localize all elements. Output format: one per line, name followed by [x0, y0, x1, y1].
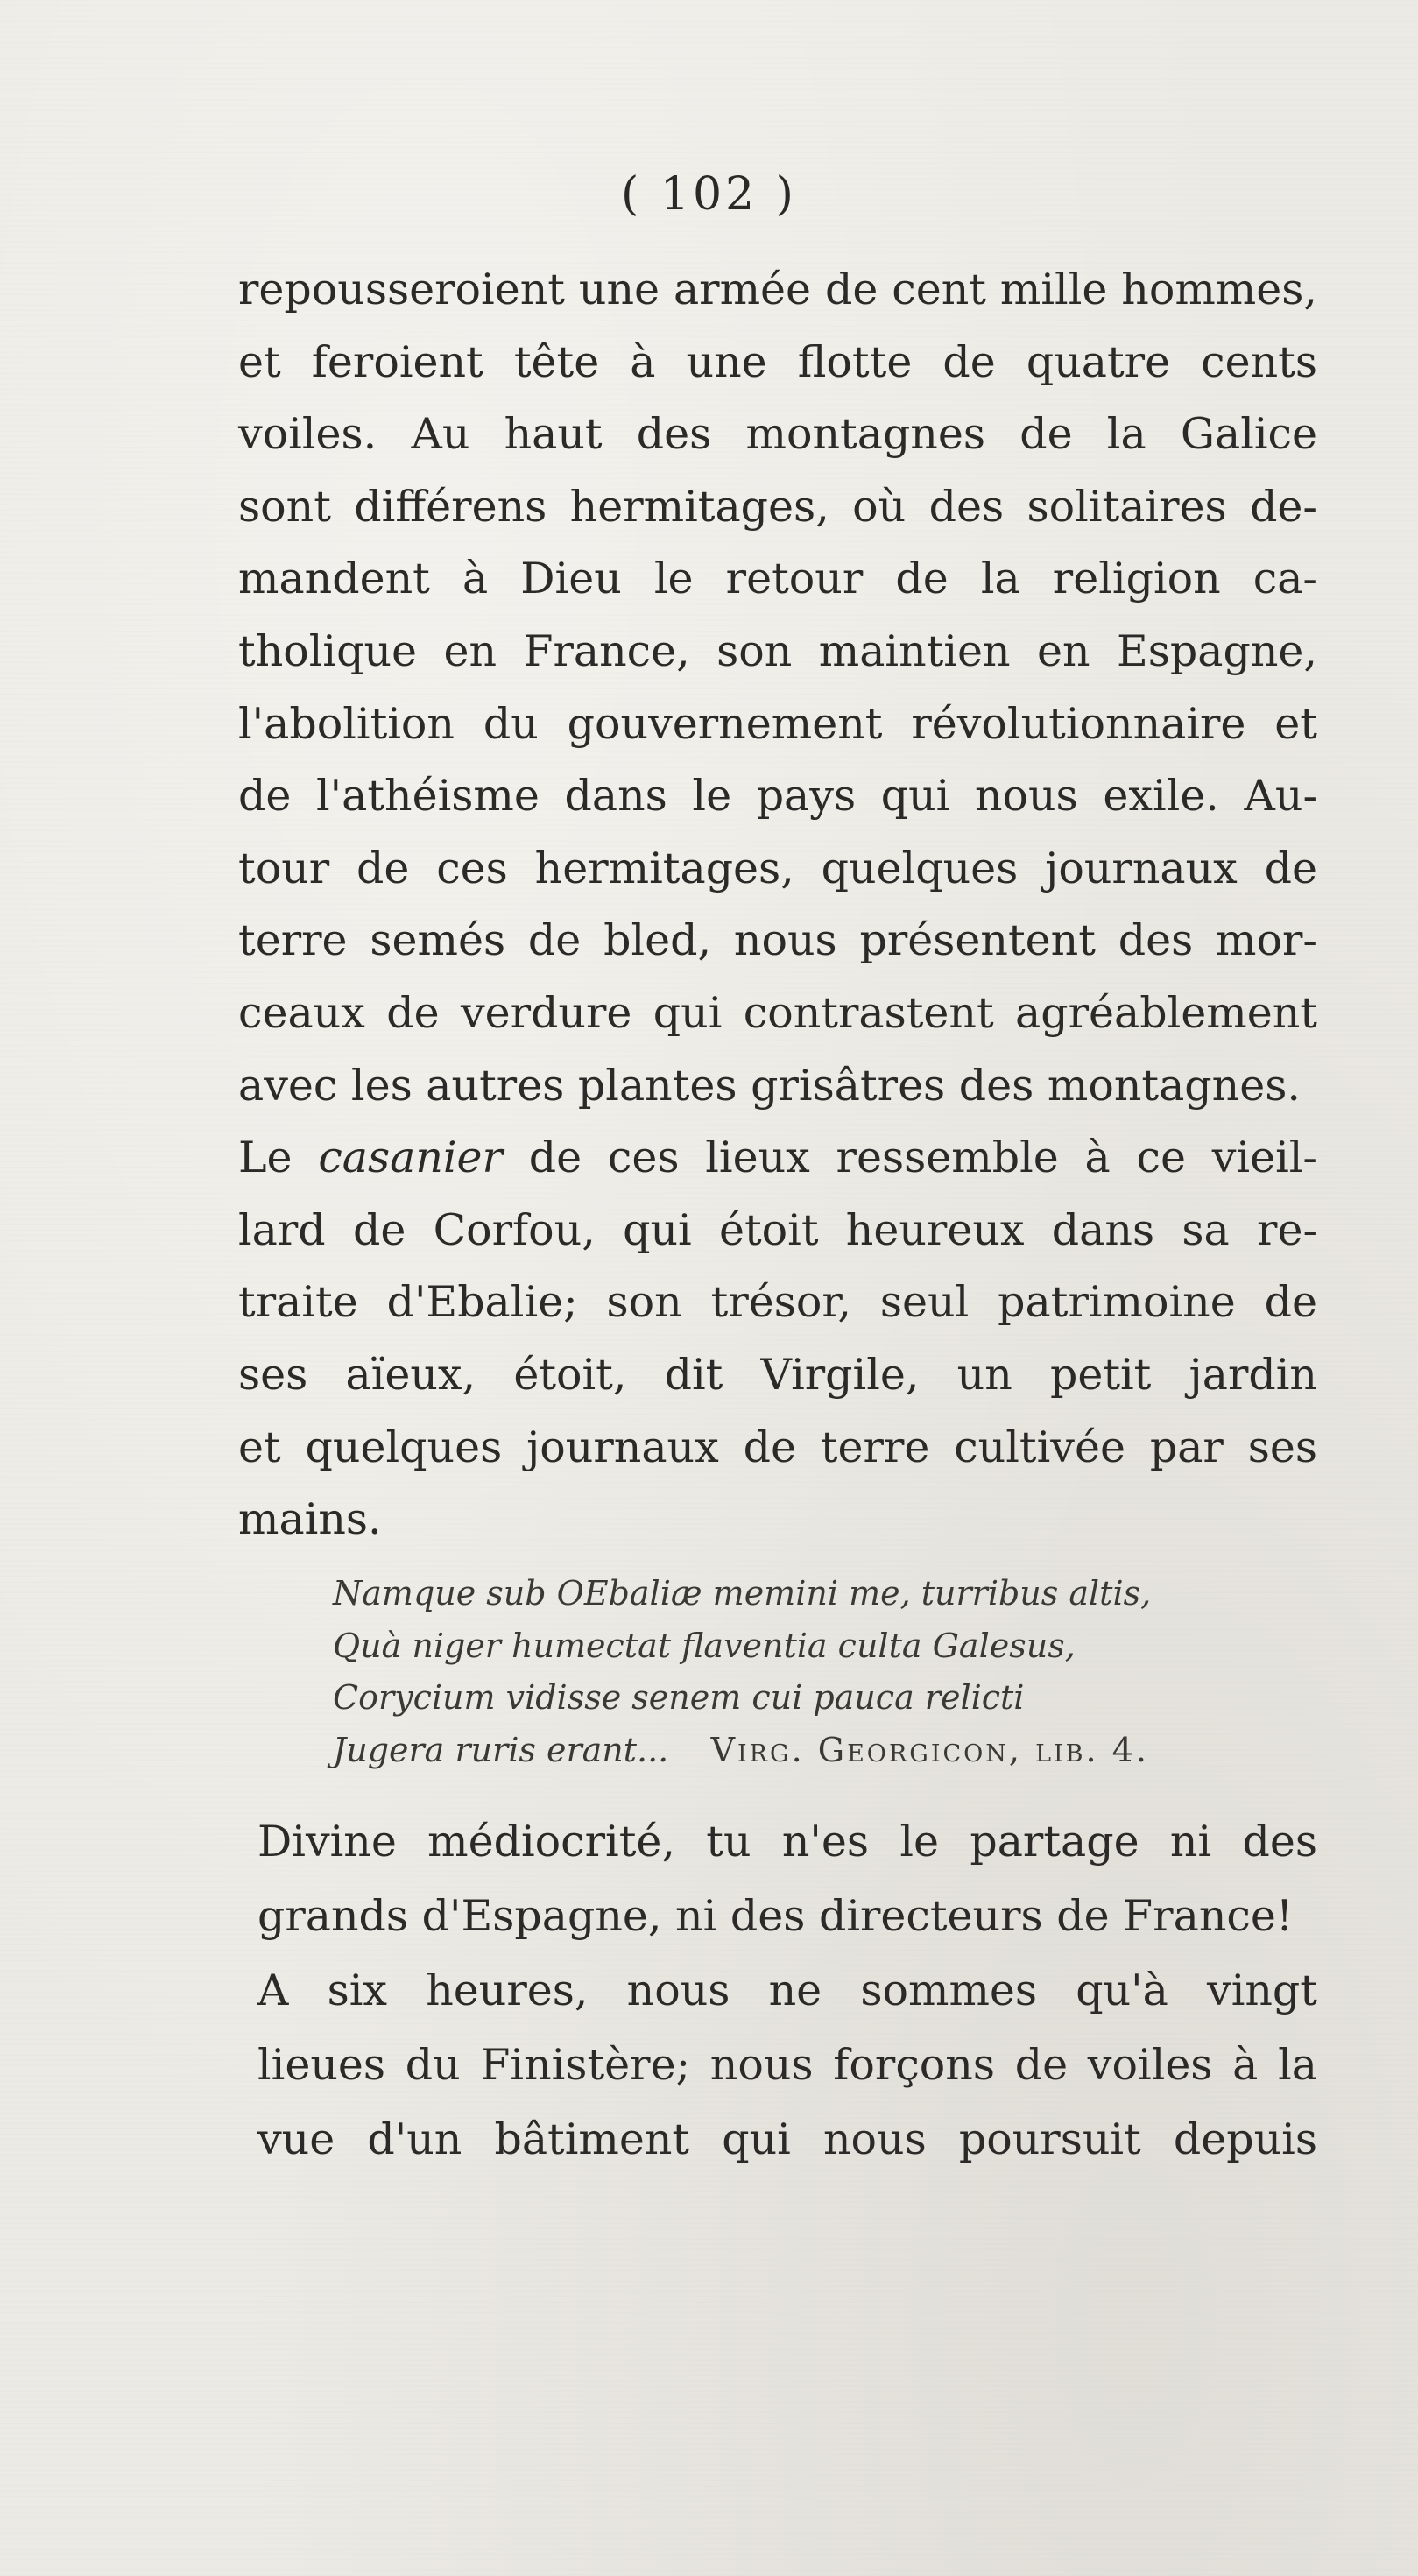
text-line: traite d'Ebalie; son trésor, seul patrimoine de — [238, 1277, 1317, 1328]
text-line: grands d'Espagne, ni des directeurs de France! — [257, 1891, 1294, 1941]
text-segment: Le — [238, 1133, 319, 1183]
text-line: et quelques journaux de terre cultivée par ses — [238, 1422, 1317, 1472]
citation: Virg. Georgicon, lib. 4. — [710, 1730, 1149, 1769]
text-line: A six heures, nous ne sommes qu'à vingt — [257, 1966, 1317, 2015]
page-number: ( 102 ) — [621, 168, 797, 221]
italic-word: casanier — [318, 1133, 503, 1183]
latin-quotation — [333, 1568, 1261, 1776]
text-line: mandent à Dieu le retour de la religion ca- — [238, 554, 1317, 604]
text-segment: de ces lieux ressemble à ce vieil- — [502, 1133, 1317, 1183]
quotation-line: Corycium vidisse senem cui pauca relicti — [333, 1678, 1025, 1717]
text-line: l'abolition du gouvernement révolutionnaire et — [238, 698, 1317, 749]
text-line: sont différens hermitages, où des solitaires de- — [238, 481, 1317, 532]
text-line: repousseroient une armée de cent mille hommes, — [238, 265, 1317, 314]
closing-text-block — [257, 1804, 1317, 2177]
quotation-line: Namque sub OEbaliæ memini me, turribus altis, — [333, 1574, 1152, 1613]
quotation-text: Jugera ruris erant... — [333, 1730, 669, 1769]
text-line: Divine médiocrité, tu n'es le partage ni des — [257, 1817, 1317, 1867]
text-line: ceaux de verdure qui contrastent agréablement — [238, 987, 1317, 1038]
text-line: voiles. Au haut des montagnes de la Galice — [238, 409, 1317, 460]
text-line: lieues du Finistère; nous forçons de voiles à la — [257, 2040, 1317, 2090]
quotation-line: Quà niger humectat flaventia culta Galesus, — [333, 1626, 1076, 1665]
text-line: avec les autres plantes grisâtres des montagnes. — [238, 1060, 1301, 1111]
text-line: et feroient tête à une flotte de quatre cents — [238, 336, 1317, 387]
text-line: lard de Corfou, qui étoit heureux dans sa re- — [238, 1204, 1317, 1255]
text-line: terre semés de bled, nous présentent des mor- — [238, 915, 1317, 966]
quotation-line — [333, 1725, 1261, 1777]
text-line: mains. — [238, 1494, 382, 1545]
text-line: tour de ces hermitages, quelques journaux de — [238, 843, 1317, 893]
main-text-block — [238, 254, 1317, 1556]
text-line: de l'athéisme dans le pays qui nous exile. Au- — [238, 771, 1317, 822]
text-line: tholique en France, son maintien en Espagne, — [238, 625, 1317, 676]
text-line: vue d'un bâtiment qui nous poursuit depuis — [257, 2114, 1317, 2164]
text-line: ses aïeux, étoit, dit Virgile, un petit jardin — [238, 1349, 1317, 1400]
text-line-with-italic — [238, 1122, 1317, 1195]
